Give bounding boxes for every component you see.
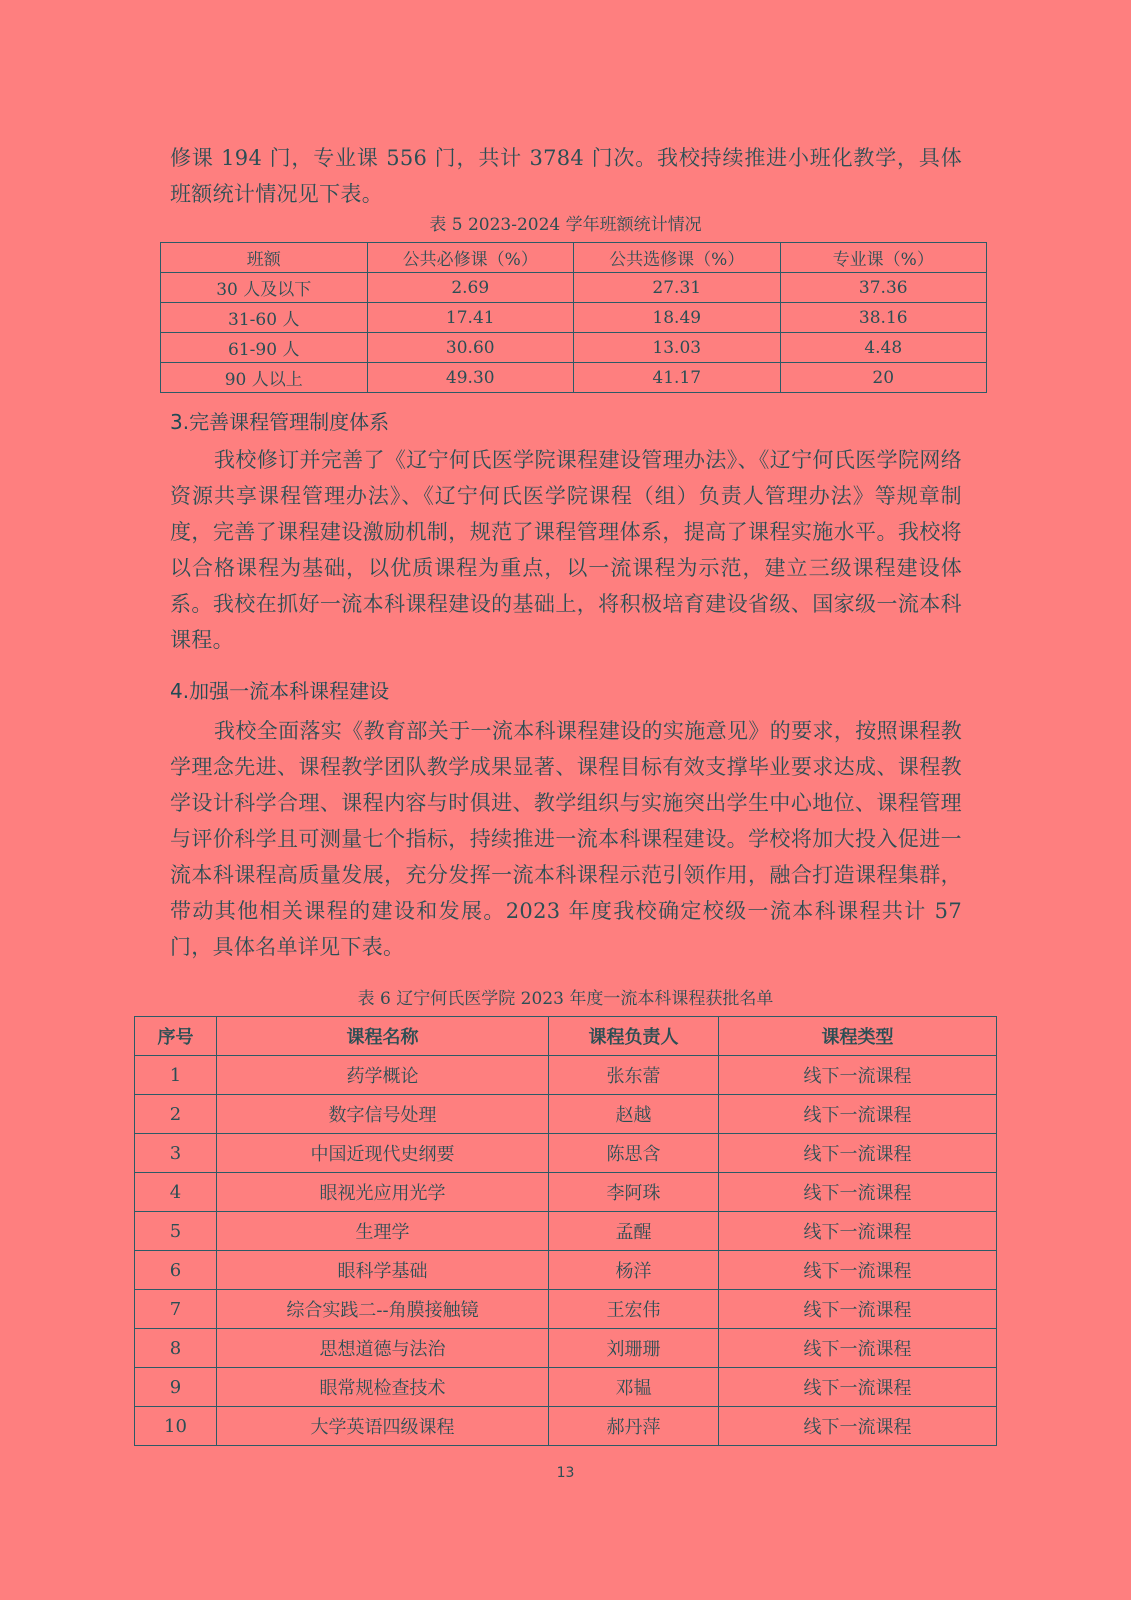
table-cell: 线下一流课程 (719, 1368, 997, 1407)
table-cell: 郝丹萍 (549, 1407, 719, 1446)
table-cell: 27.31 (574, 273, 781, 303)
table-cell: 中国近现代史纲要 (217, 1134, 549, 1173)
table6-header-cell: 课程类型 (719, 1017, 997, 1056)
table-cell: 9 (135, 1368, 217, 1407)
table-cell: 17.41 (367, 303, 574, 333)
table-row (161, 273, 987, 303)
table-cell: 7 (135, 1290, 217, 1329)
table-cell: 线下一流课程 (719, 1173, 997, 1212)
section4-heading: 4.加强一流本科课程建设 (170, 679, 390, 703)
table-cell: 10 (135, 1407, 217, 1446)
table-cell: 4.48 (780, 333, 987, 363)
table-cell: 药学概论 (217, 1056, 549, 1095)
table-cell: 61-90 人 (161, 333, 368, 363)
table6-header-cell: 课程负责人 (549, 1017, 719, 1056)
table-cell: 线下一流课程 (719, 1290, 997, 1329)
table6-header-row (135, 1017, 997, 1056)
table-cell: 5 (135, 1212, 217, 1251)
table-cell: 线下一流课程 (719, 1095, 997, 1134)
table-cell: 4 (135, 1173, 217, 1212)
table-cell: 线下一流课程 (719, 1407, 997, 1446)
table-row (135, 1212, 997, 1251)
table-cell: 49.30 (367, 363, 574, 393)
table-row (135, 1095, 997, 1134)
table-cell: 李阿珠 (549, 1173, 719, 1212)
table-row (135, 1056, 997, 1095)
table-cell: 线下一流课程 (719, 1056, 997, 1095)
table-cell: 38.16 (780, 303, 987, 333)
table5-header-cell: 专业课（%） (780, 243, 987, 273)
table-cell: 线下一流课程 (719, 1329, 997, 1368)
table-cell: 孟醒 (549, 1212, 719, 1251)
table-cell: 2.69 (367, 273, 574, 303)
table-cell: 线下一流课程 (719, 1212, 997, 1251)
table-cell: 31-60 人 (161, 303, 368, 333)
table-row (135, 1407, 997, 1446)
table-cell: 陈思含 (549, 1134, 719, 1173)
table5-header-row (161, 243, 987, 273)
table-row (135, 1329, 997, 1368)
table-cell: 大学英语四级课程 (217, 1407, 549, 1446)
table-cell: 眼视光应用光学 (217, 1173, 549, 1212)
table-cell: 8 (135, 1329, 217, 1368)
table5-header-cell: 公共选修课（%） (574, 243, 781, 273)
table5-header-cell: 班额 (161, 243, 368, 273)
table-cell: 3 (135, 1134, 217, 1173)
table-row (135, 1368, 997, 1407)
table-cell: 1 (135, 1056, 217, 1095)
table-cell: 刘珊珊 (549, 1329, 719, 1368)
table6-header-cell: 序号 (135, 1017, 217, 1056)
page-number: 13 (556, 1465, 575, 1481)
table-cell: 眼常规检查技术 (217, 1368, 549, 1407)
table-cell: 30 人及以下 (161, 273, 368, 303)
table-row (161, 363, 987, 393)
table-cell: 6 (135, 1251, 217, 1290)
table-cell: 20 (780, 363, 987, 393)
table-cell: 线下一流课程 (719, 1134, 997, 1173)
section4-paragraph: 我校全面落实《教育部关于一流本科课程建设的实施意见》的要求，按照课程教学理念先进、课程教学团队教学成果显著、课程目标有效支撑毕业要求达成、课程教学设计科学合理、课程内容与时俱进、教学组织与实施突出学生中心地位、课程管理与评价科学且可测量七个指标，持续推进一流本科课程建设。学校将加大投入促进一流本科课程高质量发展，充分发挥一流本科课程示范引领作用，融合打造课程集群，带动其他相关课程的建设和发展。2023 年度我校确定校级一流本科课程共计 57 门，具体名单详见下表。 (170, 719, 962, 959)
table6-caption: 表 6 辽宁何氏医学院 2023 年度一流本科课程获批名单 (357, 989, 774, 1009)
table-cell: 37.36 (780, 273, 987, 303)
table-row (135, 1290, 997, 1329)
table-cell: 王宏伟 (549, 1290, 719, 1329)
table-cell: 思想道德与法治 (217, 1329, 549, 1368)
table-row (135, 1251, 997, 1290)
table-cell: 张东蕾 (549, 1056, 719, 1095)
table-row (135, 1173, 997, 1212)
table-row (161, 303, 987, 333)
table-cell: 赵越 (549, 1095, 719, 1134)
table-cell: 90 人以上 (161, 363, 368, 393)
table5-header-cell: 公共必修课（%） (367, 243, 574, 273)
table-cell: 眼科学基础 (217, 1251, 549, 1290)
table-row (135, 1134, 997, 1173)
table-cell: 综合实践二--角膜接触镜 (217, 1290, 549, 1329)
table6-header-cell: 课程名称 (217, 1017, 549, 1056)
table-cell: 13.03 (574, 333, 781, 363)
table-cell: 邓韫 (549, 1368, 719, 1407)
table-cell: 线下一流课程 (719, 1251, 997, 1290)
intro-paragraph: 修课 194 门，专业课 556 门，共计 3784 门次。我校持续推进小班化教学，具体班额统计情况见下表。 (170, 146, 962, 206)
first-class-course-table (134, 1016, 997, 1446)
table-cell: 2 (135, 1095, 217, 1134)
table-row (161, 333, 987, 363)
table-cell: 杨洋 (549, 1251, 719, 1290)
section3-paragraph: 我校修订并完善了《辽宁何氏医学院课程建设管理办法》、《辽宁何氏医学院网络资源共享课程管理办法》、《辽宁何氏医学院课程（组）负责人管理办法》等规章制度，完善了课程建设激励机制，规范了课程管理体系，提高了课程实施水平。我校将以合格课程为基础，以优质课程为重点，以一流课程为示范，建立三级课程建设体系。我校在抓好一流本科课程建设的基础上，将积极培育建设省级、国家级一流本科课程。 (170, 448, 962, 652)
class-size-table (160, 242, 987, 393)
section3-heading: 3.完善课程管理制度体系 (170, 410, 390, 434)
table5-caption: 表 5 2023-2024 学年班额统计情况 (429, 215, 702, 235)
table-cell: 41.17 (574, 363, 781, 393)
table-cell: 数字信号处理 (217, 1095, 549, 1134)
table-cell: 18.49 (574, 303, 781, 333)
table-cell: 生理学 (217, 1212, 549, 1251)
table-cell: 30.60 (367, 333, 574, 363)
